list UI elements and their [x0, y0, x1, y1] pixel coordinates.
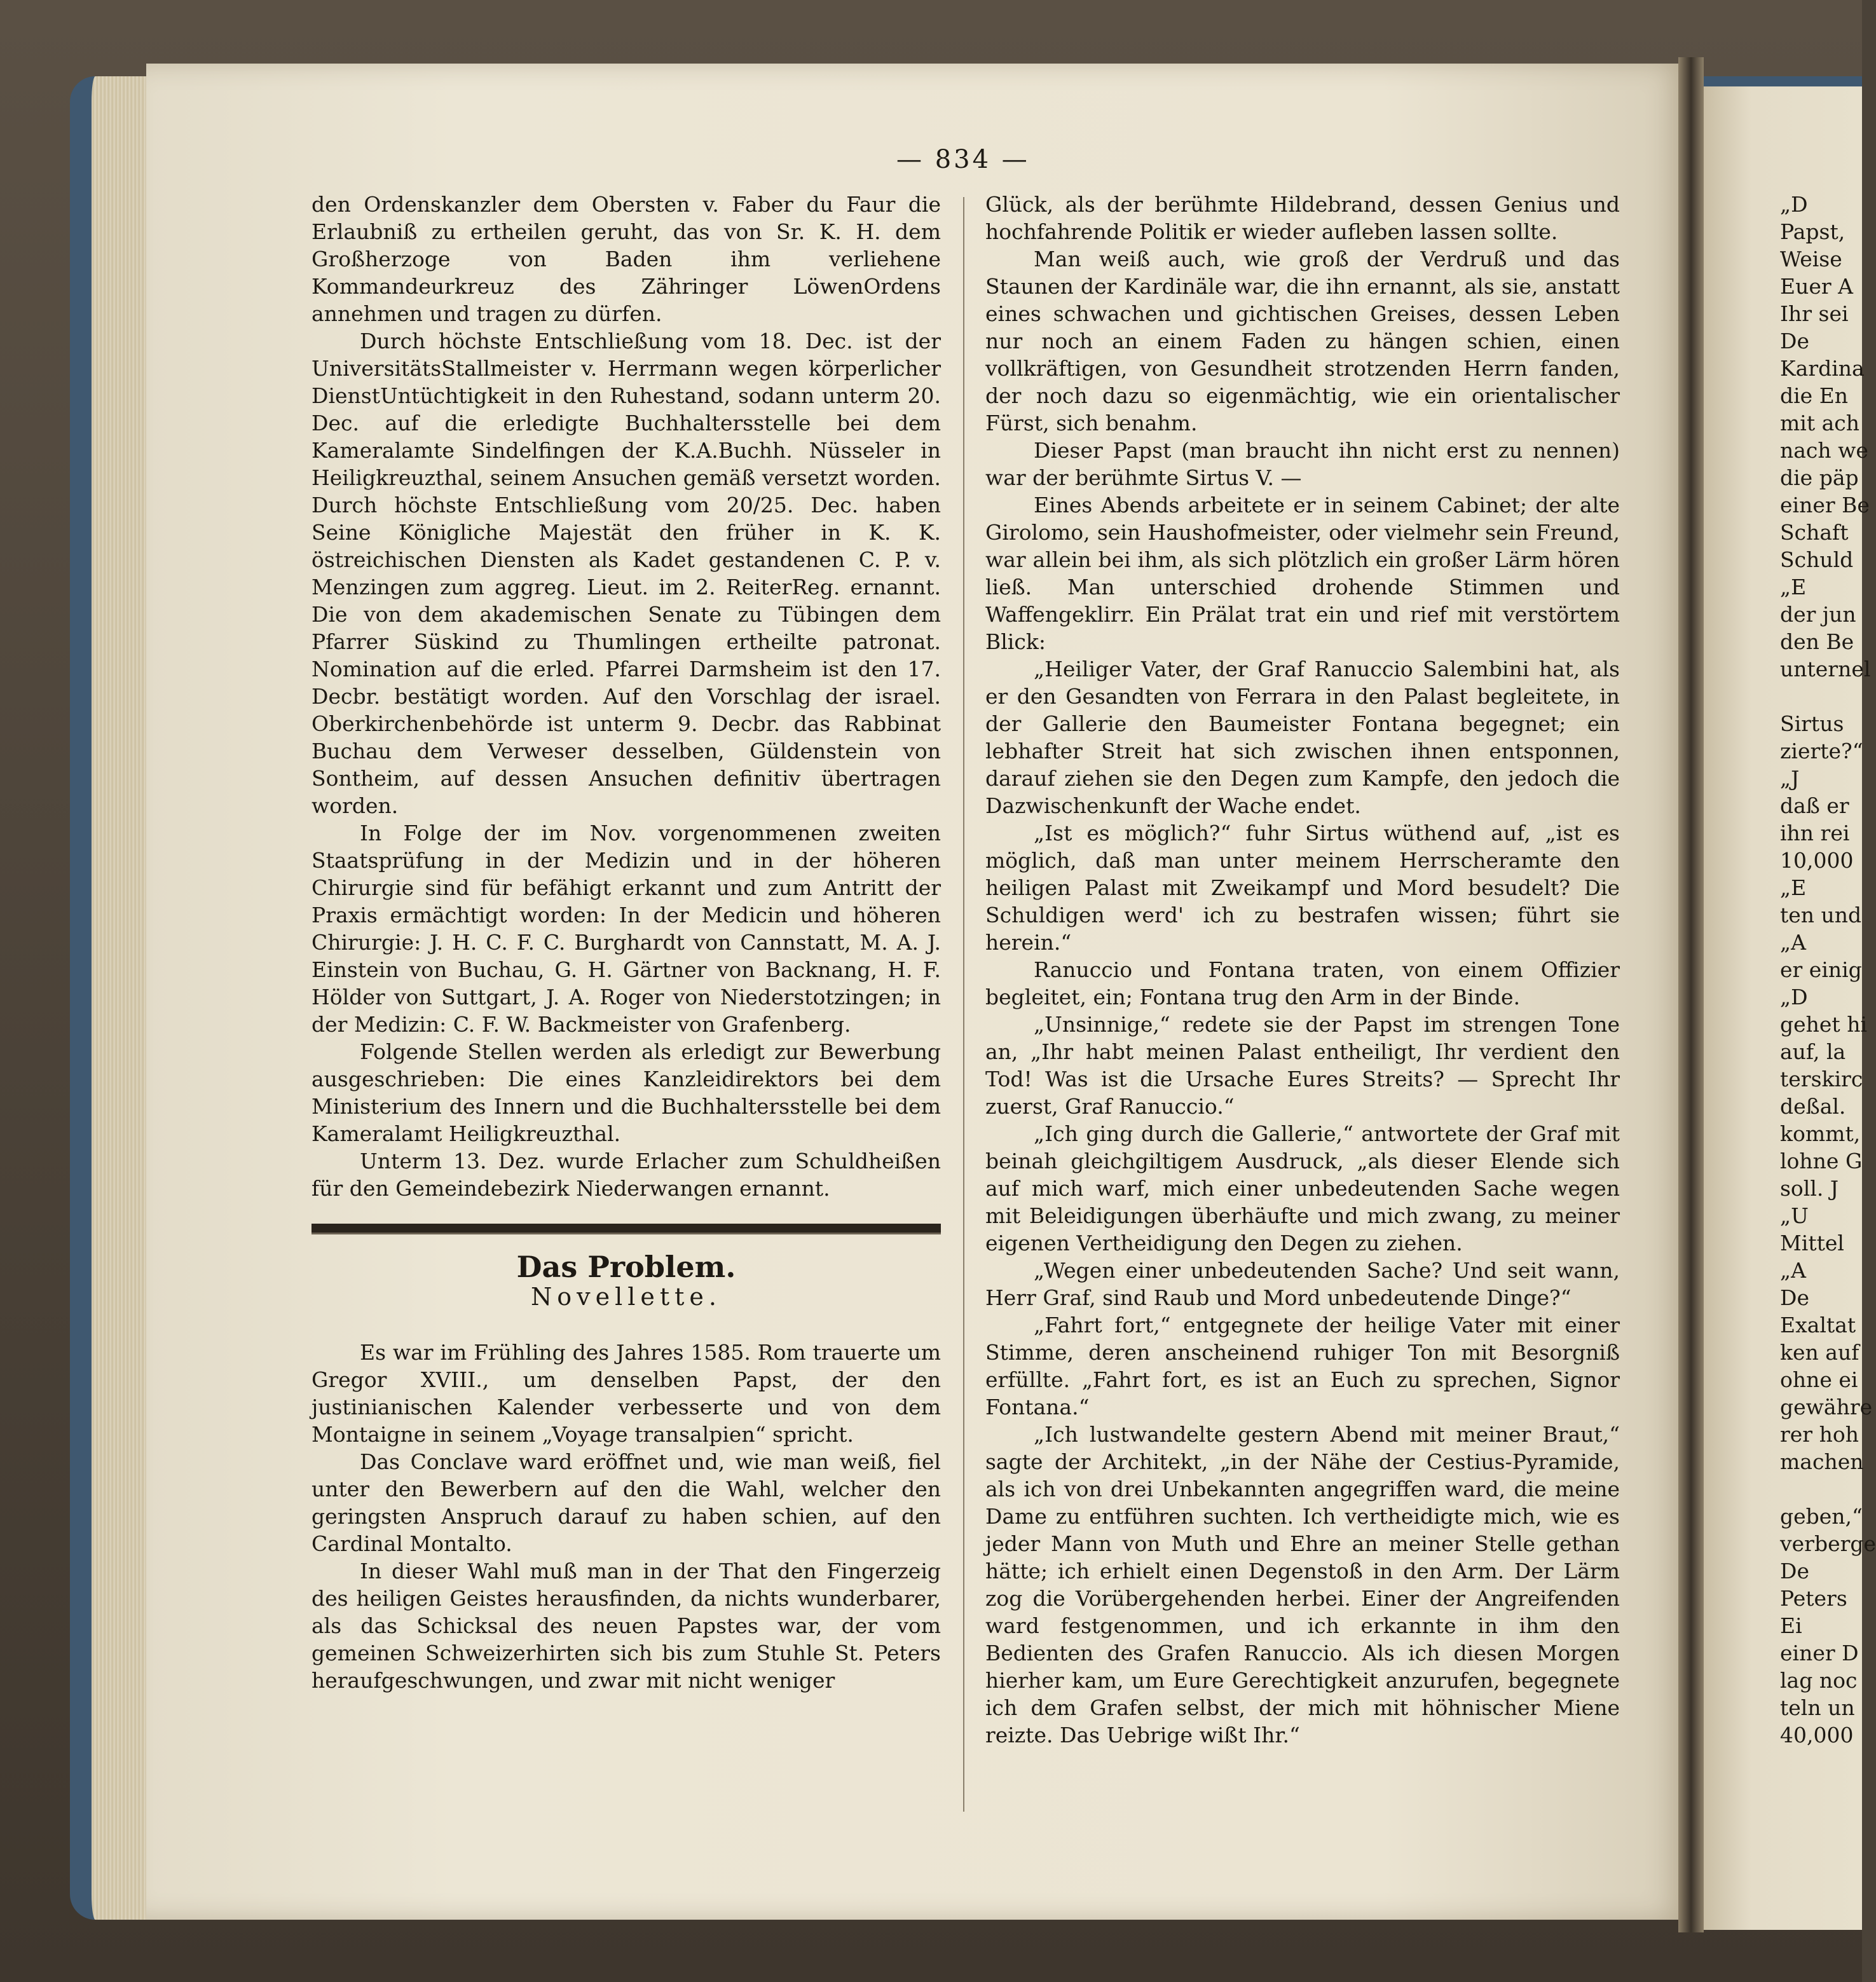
- edge-line: Schuld: [1780, 547, 1854, 572]
- edge-line: deßal.: [1780, 1094, 1846, 1119]
- edge-line: daß er: [1780, 793, 1849, 818]
- paragraph: In Folge der im Nov. vorgenommenen zweiten Staatsprüfung in der Medizin und in der höheren Chirurgie sind für befähigt erkannt und zum Antritt der Praxis ermächtigt worden: In der Medicin und höheren Chirurgie: J. H. C. F. C. Burghardt von Cannstatt, M. A. J. Einstein von Buchau, G. H. Gärtner von Backnang, H. F. Hölder von Suttgart, J. A. Roger von Niederstotzingen; in der Medizin: C. F. W. Backmeister von Grafenberg.: [312, 821, 941, 1037]
- edge-line: De: [1780, 1559, 1809, 1583]
- edge-line: „U: [1780, 1203, 1809, 1228]
- edge-line: mit ach: [1780, 411, 1860, 435]
- edge-line: auf, la: [1780, 1039, 1846, 1064]
- paragraph: Dieser Papst (man braucht ihn nicht erst zu nennen) war der berühmte Sirtus V. —: [985, 438, 1620, 490]
- paragraph: Eines Abends arbeitete er in seinem Cabinet; der alte Girolomo, sein Haushofmeister, oder vielmehr sein Freund, war allein bei ihm, als sich plötzlich ein großer Lärm hören ließ. Man unterschied drohende Stimmen und Waffengeklirr. Ein Prälat trat ein und rief mit verstörtem Blick:: [985, 493, 1620, 654]
- edge-line: Kardina: [1780, 356, 1865, 381]
- book-gutter: [1678, 57, 1704, 1932]
- edge-line: „D: [1780, 985, 1808, 1009]
- paragraph: „Ist es möglich?“ fuhr Sirtus wüthend auf, „ist es möglich, daß man unter meinem Herrscheramte den heiligen Palast mit Zweikampf und Mord besudelt? Die Schuldigen werd' ich zu bestrafen wissen; führt sie herein.“: [985, 821, 1620, 955]
- edge-line: „J: [1780, 766, 1800, 791]
- edge-line: Mittel: [1780, 1231, 1844, 1255]
- story-subtitle: Novellette.: [531, 1283, 722, 1311]
- paragraph: Es war im Frühling des Jahres 1585. Rom trauerte um Gregor XVIII., um denselben Papst, der den justinianischen Kalender verbesserte und von dem Montaigne in seinem „Voyage transalpien“ spricht.: [312, 1340, 941, 1447]
- edge-line: soll. J: [1780, 1176, 1839, 1201]
- story-title: Das Problem.: [516, 1250, 736, 1284]
- left-column: [312, 191, 941, 1694]
- edge-line: lohne G: [1780, 1149, 1863, 1173]
- edge-line: geben,“: [1780, 1504, 1863, 1529]
- edge-line: kommt,: [1780, 1121, 1861, 1146]
- edge-line: [1780, 683, 1862, 710]
- paragraph: Man weiß auch, wie groß der Verdruß und das Staunen der Kardinäle war, die ihn ernannt, als sie, anstatt eines schwachen und gichtischen Greises, dessen Leben nur noch an einem Faden zu hängen schien, einen vollkräftigen, von Gesundheit strotzenden Herrn fanden, der noch dazu so eigenmächtig, wie ein orientalischer Fürst, sich benahm.: [985, 247, 1620, 435]
- edge-line: gewähre: [1780, 1395, 1873, 1419]
- edge-line: teln un: [1780, 1695, 1855, 1720]
- paragraph: „Heiliger Vater, der Graf Ranuccio Salembini hat, als er den Gesandten von Ferrara in den Palast begleitete, in der Gallerie den Baumeister Fontana begegnet; ein lebhafter Streit hat sich zwischen ihnen entsponnen, darauf ziehen sie den Degen zum Kampfe, den jedoch die Dazwischenkunft der Wache endet.: [985, 657, 1620, 818]
- edge-line: 40,000: [1780, 1723, 1854, 1747]
- edge-line: einer Be: [1780, 493, 1870, 517]
- column-rule: [963, 197, 964, 1812]
- paragraph: „Unsinnige,“ redete sie der Papst im strengen Tone an, „Ihr habt meinen Palast entheiligt, Ihr verdient den Tod! Was ist die Ursache Eures Streits? — Sprecht Ihr zuerst, Graf Ranuccio.“: [985, 1012, 1620, 1119]
- edge-line: Schaft: [1780, 520, 1849, 545]
- paragraph: Ranuccio und Fontana traten, von einem Offizier begleitet, ein; Fontana trug den Arm in der Binde.: [985, 957, 1620, 1009]
- paragraph: „Fahrt fort,“ entgegnete der heilige Vater mit einer Stimme, deren anscheinend ruhiger Ton mit Besorgniß erfüllte. „Fahrt fort, es ist an Euch zu sprechen, Signor Fontana.“: [985, 1313, 1620, 1419]
- edge-line: Ihr sei: [1780, 301, 1849, 326]
- edge-line: Peters: [1780, 1586, 1847, 1611]
- page-number-header: — 834 —: [896, 145, 1030, 174]
- edge-line: rer hoh: [1780, 1422, 1859, 1447]
- paragraph: Unterm 13. Dez. wurde Erlacher zum Schuldheißen für den Gemeindebezirk Niederwangen ernannt.: [312, 1149, 941, 1201]
- edge-line: Exaltat: [1780, 1313, 1856, 1337]
- edge-line: ken auf: [1780, 1340, 1859, 1365]
- paragraph: „Ich lustwandelte gestern Abend mit meiner Braut,“ sagte der Architekt, „in der Nähe der Cestius-Pyramide, als ich von drei Unbekannten angegriffen ward, die meine Dame zu entführen suchten. Ich vertheidigte mich, wie es jeder Mann von Muth und Ehre an meiner Stelle gethan hätte; ich erhielt einen Degenstoß in den Arm. Der Lärm zog die Vorübergehenden herbei. Einer der Angreifenden ward festgenommen, und ich erkannte in ihm den Bedienten des Grafen Ranuccio. Als ich diesen Morgen hierher kam, um Eure Gerechtigkeit anzurufen, begegnete ich dem Grafen selbst, der mich mit höhnischer Miene reizte. Das Uebrige wißt Ihr.“: [985, 1422, 1620, 1747]
- edge-line: „A: [1780, 930, 1806, 955]
- edge-line: 10,000: [1780, 848, 1854, 873]
- edge-line: Sirtus: [1780, 711, 1844, 736]
- edge-line: machen: [1780, 1449, 1864, 1474]
- paragraph: Das Conclave ward eröffnet und, wie man weiß, fiel unter den Bewerbern auf den die Wahl, welcher den geringsten Anspruch darauf zu haben schien, auf den Cardinal Montalto.: [312, 1449, 941, 1556]
- edge-line: Ei: [1780, 1613, 1802, 1638]
- paragraph: Glück, als der berühmte Hildebrand, dessen Genius und hochfahrende Politik er wieder aufleben lassen sollte.: [985, 192, 1620, 244]
- paragraph: den Ordenskanzler dem Obersten v. Faber du Faur die Erlaubniß zu ertheilen geruht, das von Sr. K. H. dem Großherzoge von Baden ihm verliehene Kommandeurkreuz des Zähringer LöwenOrdens annehmen und tragen zu dürfen.: [312, 192, 941, 326]
- edge-line: terskirc: [1780, 1067, 1863, 1091]
- paragraph: In dieser Wahl muß man in der That den Fingerzeig des heiligen Geistes herausfinden, da nichts wunderbarer, als das Schicksal des neuen Papstes war, der vom gemeinen Schweizerhirten sich bis zum Stuhle St. Peters heraufgeschwungen, und zwar mit nicht weniger: [312, 1559, 941, 1693]
- edge-line: unternel: [1780, 657, 1871, 681]
- edge-line: zierte?“: [1780, 739, 1863, 763]
- edge-line: „E: [1780, 575, 1807, 599]
- edge-line: verberge: [1780, 1531, 1876, 1556]
- edge-line: die En: [1780, 383, 1849, 408]
- edge-line: nach we: [1780, 438, 1868, 463]
- edge-line: die päp: [1780, 465, 1859, 490]
- edge-line: gehet hi: [1780, 1012, 1867, 1037]
- edge-line: „A: [1780, 1258, 1806, 1283]
- paragraph: Folgende Stellen werden als erledigt zur Bewerbung ausgeschrieben: Die eines Kanzleidirektors bei dem Ministerium des Innern und die Buchhaltersstelle bei dem Kameralamt Heiligkreuzthal.: [312, 1039, 941, 1146]
- next-page-edge-text: [1780, 191, 1876, 1749]
- edge-line: De: [1780, 329, 1809, 353]
- edge-line: ihn rei: [1780, 821, 1850, 845]
- edge-line: ohne ei: [1780, 1367, 1858, 1392]
- edge-line: Euer A: [1780, 274, 1853, 299]
- edge-line: einer D: [1780, 1641, 1859, 1665]
- edge-line: lag noc: [1780, 1668, 1858, 1693]
- edge-line: „D: [1780, 192, 1808, 217]
- edge-line: Papst,: [1780, 219, 1845, 244]
- edge-line: Weise: [1780, 247, 1842, 271]
- edge-line: [1780, 1475, 1862, 1503]
- edge-line: „E: [1780, 875, 1807, 900]
- section-separator-rule: [312, 1224, 941, 1234]
- paragraph: „Wegen einer unbedeutenden Sache? Und seit wann, Herr Graf, sind Raub und Mord unbedeutende Dinge?“: [985, 1258, 1620, 1310]
- right-column: [985, 191, 1620, 1749]
- edge-line: den Be: [1780, 629, 1854, 654]
- paragraph: Durch höchste Entschließung vom 18. Dec. ist der UniversitätsStallmeister v. Herrmann wegen körperlicher DienstUntüchtigkeit in den Ruhestand, sodann unterm 20. Dec. auf die erledigte Buchhaltersstelle bei dem Kameralamte Sindelfingen der K.A.Buchh. Nüsseler in Heiligkreuzthal, seinem Ansuchen gemäß versetzt worden. Durch höchste Entschließung vom 20/25. Dec. haben Seine Königliche Majestät den früher in K. K. östreichischen Diensten als Kadet gestandenen C. P. v. Menzingen zum aggreg. Lieut. im 2. ReiterReg. ernannt. Die von dem akademischen Senate zu Tübingen dem Pfarrer Süskind zu Thumlingen ertheilte patronat. Nomination auf die erled. Pfarrei Darmsheim ist den 17. Decbr. bestätigt worden. Auf den Vorschlag der israel. Oberkirchenbehörde ist unterm 9. Decbr. das Rabbinat Buchau dem Verweser desselben, Güldenstein von Sontheim, auf dessen Ansuchen definitiv übertragen worden.: [312, 329, 941, 818]
- edge-line: er einig: [1780, 957, 1862, 982]
- edge-line: ten und: [1780, 903, 1862, 927]
- edge-line: der jun: [1780, 602, 1856, 627]
- edge-line: De: [1780, 1285, 1809, 1310]
- paragraph: „Ich ging durch die Gallerie,“ antwortete der Graf mit beinah gleichgiltigem Ausdruck, „als dieser Elende sich auf mich warf, mich einer unbedeutenden Sache wegen mit Beleidigungen überhäufte und mich zwang, zu meiner eigenen Vertheidigung den Degen zu ziehen.: [985, 1121, 1620, 1255]
